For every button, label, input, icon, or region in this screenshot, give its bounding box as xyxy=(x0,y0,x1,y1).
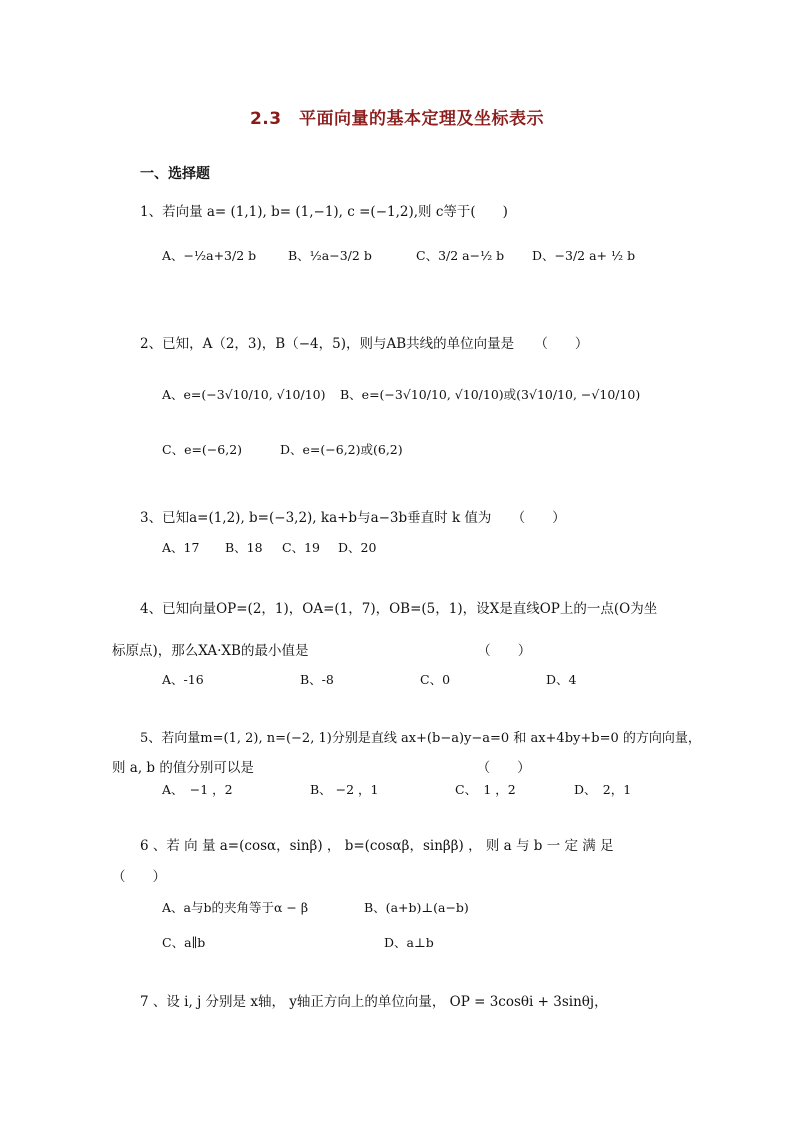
q4-option-b: B、-8 xyxy=(300,672,334,687)
q3-option-d: D、20 xyxy=(338,540,377,555)
q6-option-a: A、a与b的夹角等于α − β xyxy=(162,900,309,915)
page-title: 2.3 平面向量的基本定理及坐标表示 xyxy=(249,109,545,129)
q6-stem-line2: （ ） xyxy=(112,869,166,885)
q5-stem-line2: 则 a, b 的值分别可以是 （ ） xyxy=(112,760,531,776)
q1-option-d: D、−3/2 a+ ½ b xyxy=(532,248,636,263)
q6-stem-line1: 6 、若 向 量 a=(cosα，sinβ) ， b=(cosαβ，sinββ) ， 则 a 与 b 一 定 满 足 xyxy=(140,838,614,854)
q3-option-b: B、18 xyxy=(225,540,263,555)
q5-stem-line1: 5、若向量m=(1, 2), n=(−2, 1)分别是直线 ax+(b−a)y−a=0 和 ax+4by+b=0 的方向向量， xyxy=(140,731,701,746)
q5-option-d: D、 2，1 xyxy=(574,782,632,797)
q1-option-c: C、3/2 a−½ b xyxy=(416,248,505,263)
q3-option-a: A、17 xyxy=(162,540,200,555)
q5-option-b: B、 −2 ，1 xyxy=(310,782,379,797)
q2-option-d: D、e=(−6,2)或(6,2) xyxy=(280,442,403,457)
q4-option-a: A、-16 xyxy=(162,672,204,687)
q1-stem: 1、若向量 a= (1,1), b= (1,−1), c =(−1,2),则 c等于( ) xyxy=(140,204,508,220)
q4-option-c: C、0 xyxy=(420,672,451,687)
q2-stem: 2、已知，A（2，3)，B（−4，5)，则与AB共线的单位向量是 （ ） xyxy=(140,336,589,352)
q6-option-d: D、a⊥b xyxy=(384,935,434,950)
q1-option-a: A、−½a+3/2 b xyxy=(162,248,257,263)
q2-option-b: B、e=(−3√10/10, √10/10)或(3√10/10, −√10/10) xyxy=(340,387,641,402)
q3-stem: 3、已知a=(1,2), b=(−3,2), ka+b与a−3b垂直时 k 值为 （ ） xyxy=(140,510,566,526)
q4-stem-line2: 标原点)，那么XA·XB的最小值是 （ ） xyxy=(112,643,532,659)
q2-option-a: A、e=(−3√10/10, √10/10) xyxy=(162,387,326,402)
q7-stem: 7 、设 i, j 分别是 x轴， y轴正方向上的单位向量， OP = 3cosθi + 3sinθj， xyxy=(140,994,608,1010)
q2-option-c: C、e=(−6,2) xyxy=(162,442,243,457)
q4-stem-line1: 4、已知向量OP=(2，1)，OA=(1，7)，OB=(5，1)，设X是直线OP上的一点(O为坐 xyxy=(140,601,658,617)
q3-option-c: C、19 xyxy=(282,540,320,555)
section-heading: 一、选择题 xyxy=(140,166,210,182)
q4-option-d: D、4 xyxy=(546,672,577,687)
q5-option-c: C、 1 ，2 xyxy=(455,782,516,797)
q1-option-b: B、½a−3/2 b xyxy=(288,248,372,263)
q6-option-c: C、a∥b xyxy=(162,935,206,950)
q5-option-a: A、 −1 ，2 xyxy=(162,782,233,797)
q6-option-b: B、(a+b)⊥(a−b) xyxy=(364,900,469,915)
